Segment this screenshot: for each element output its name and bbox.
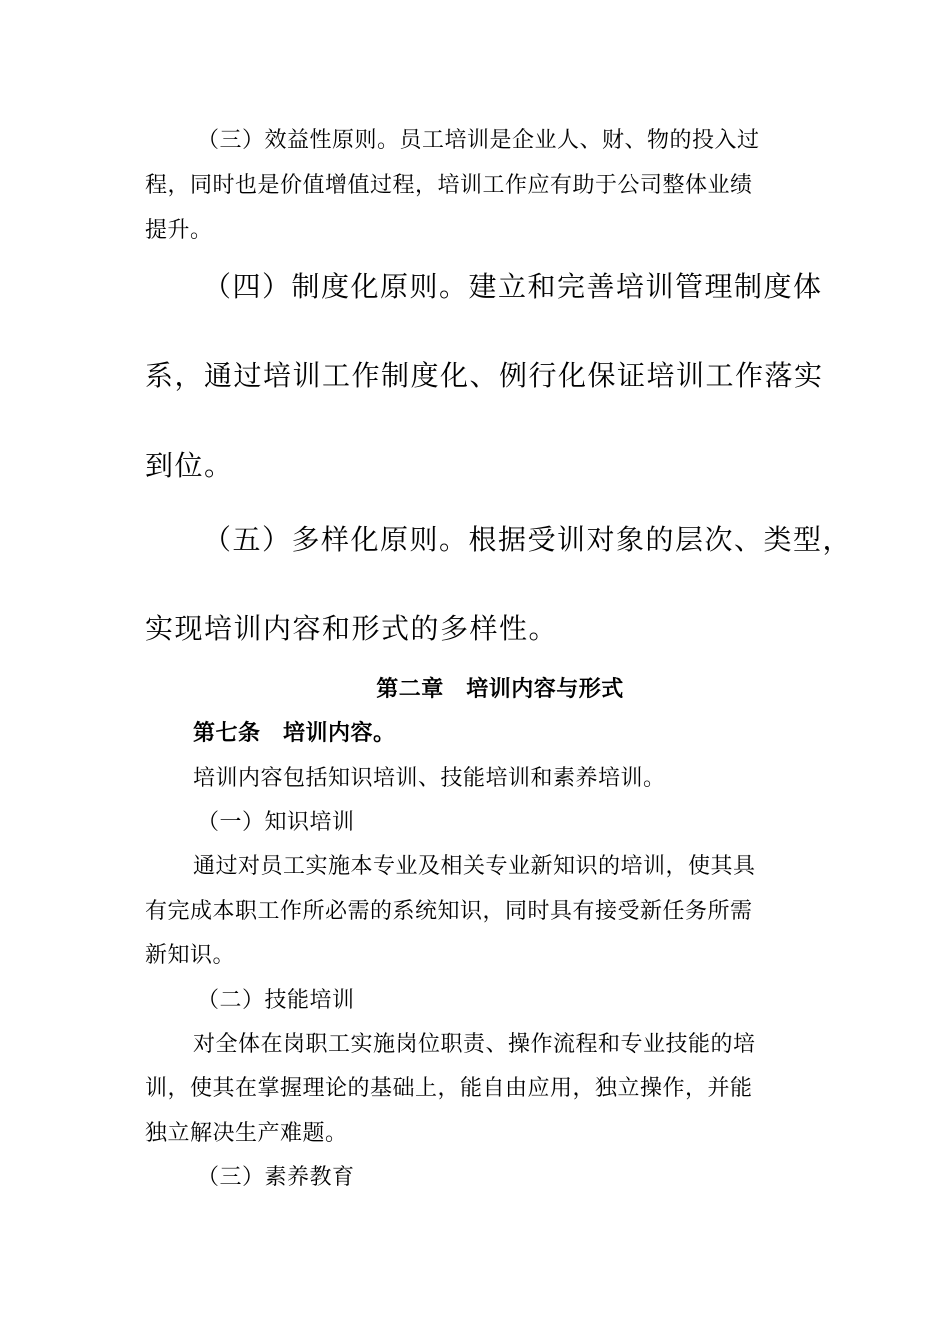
skill-line-2: 训，使其在掌握理论的基础上，能自由应用，独立操作，并能 [145,1076,753,1101]
principle-4-line-2: 系，通过培训工作制度化、例行化保证培训工作落实 [145,359,824,392]
principle-5-line-2: 实现培训内容和形式的多样性。 [145,612,559,645]
principle-4-line-1: （四）制度化原则。建立和完善培训管理制度体 [203,270,823,303]
principle-4-line-3: 到位。 [145,449,234,482]
principle-5-line-1: （五）多样化原则。根据受训对象的层次、类型， [203,523,853,556]
skill-heading: （二）技能培训 [197,988,355,1013]
principle-3-line-1: （三）效益性原则。员工培训是企业人、财、物的投入过 [197,128,760,153]
skill-line-1: 对全体在岗职工实施岗位职责、操作流程和专业技能的培 [193,1032,756,1057]
principle-3-line-2: 程，同时也是价值增值过程，培训工作应有助于公司整体业绩 [145,173,753,198]
knowledge-line-1: 通过对员工实施本专业及相关专业新知识的培训，使其具 [193,854,756,879]
article-heading: 第七条 培训内容。 [193,721,396,746]
knowledge-line-3: 新知识。 [145,943,236,968]
principle-3-line-3: 提升。 [145,218,213,243]
content-intro: 培训内容包括知识培训、技能培训和素养培训。 [193,766,666,791]
chapter-heading: 第二章 培训内容与形式 [376,677,624,702]
knowledge-heading: （一）知识培训 [197,810,355,835]
skill-line-3: 独立解决生产难题。 [145,1121,348,1146]
knowledge-line-2: 有完成本职工作所必需的系统知识，同时具有接受新任务所需 [145,899,753,924]
quality-heading: （三）素养教育 [197,1165,355,1190]
